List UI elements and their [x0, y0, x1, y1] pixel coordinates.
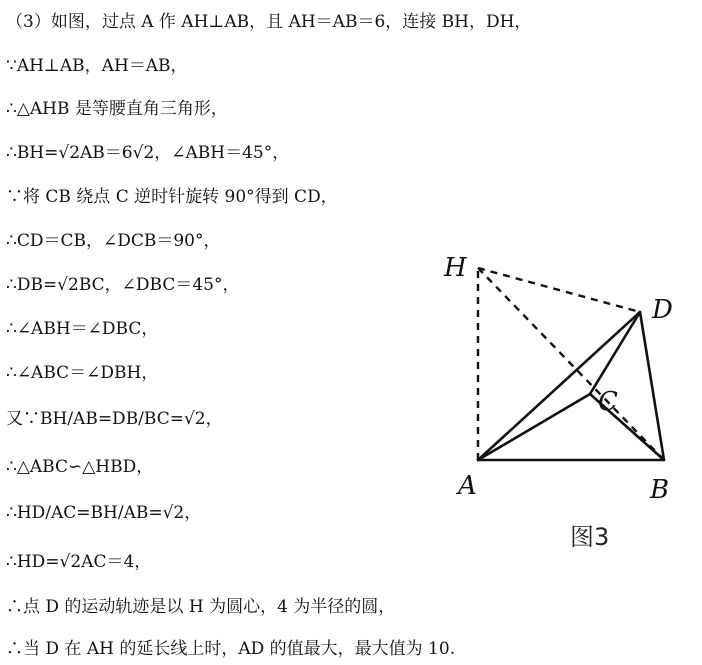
solution-line-6: ∴CD＝CB，∠DCB＝90°，: [6, 231, 221, 251]
solution-line-2: ∵AH⊥AB，AH＝AB，: [6, 56, 188, 76]
solution-line-1: （3）如图，过点 A 作 AH⊥AB，且 AH＝AB＝6，连接 BH，DH，: [6, 12, 532, 32]
geometry-figure: [440, 248, 690, 558]
figure-svg: [440, 248, 690, 558]
solution-line-4: ∴BH=√2AB＝6√2，∠ABH＝45°，: [6, 143, 290, 163]
solution-line-5: ∵将 CB 绕点 C 逆时针旋转 90°得到 CD，: [6, 187, 338, 207]
solution-line-15: ∴当 D 在 AH 的延长线上时，AD 的值最大，最大值为 10.: [6, 639, 456, 659]
point-label-c: C: [598, 387, 618, 417]
solution-line-3: ∴△AHB 是等腰直角三角形，: [6, 99, 228, 119]
solution-line-10: 又∵BH/AB=DB/BC=√2，: [6, 409, 223, 429]
solution-line-8: ∴∠ABH＝∠DBC，: [6, 319, 159, 339]
solution-line-7: ∴DB=√2BC，∠DBC＝45°，: [6, 275, 240, 295]
dashed-segment-hd: [478, 268, 640, 312]
segment-cd: [590, 312, 640, 394]
figure-caption: 图3: [570, 523, 610, 551]
solution-line-14: ∴点 D 的运动轨迹是以 H 为圆心，4 为半径的圆，: [6, 597, 396, 617]
solution-line-9: ∴∠ABC＝∠DBH，: [6, 363, 159, 383]
solution-line-13: ∴HD=√2AC＝4，: [6, 552, 152, 572]
segment-ad: [478, 312, 640, 460]
solution-line-12: ∴HD/AC=BH/AB=√2，: [6, 503, 202, 523]
point-label-h: H: [444, 253, 467, 283]
point-label-d: D: [652, 295, 673, 325]
solution-line-11: ∴△ABC∽△HBD，: [6, 457, 154, 477]
point-label-a: A: [458, 471, 477, 501]
dashed-segment-hb: [478, 268, 664, 460]
segment-ac: [478, 394, 590, 460]
point-label-b: B: [650, 475, 670, 505]
